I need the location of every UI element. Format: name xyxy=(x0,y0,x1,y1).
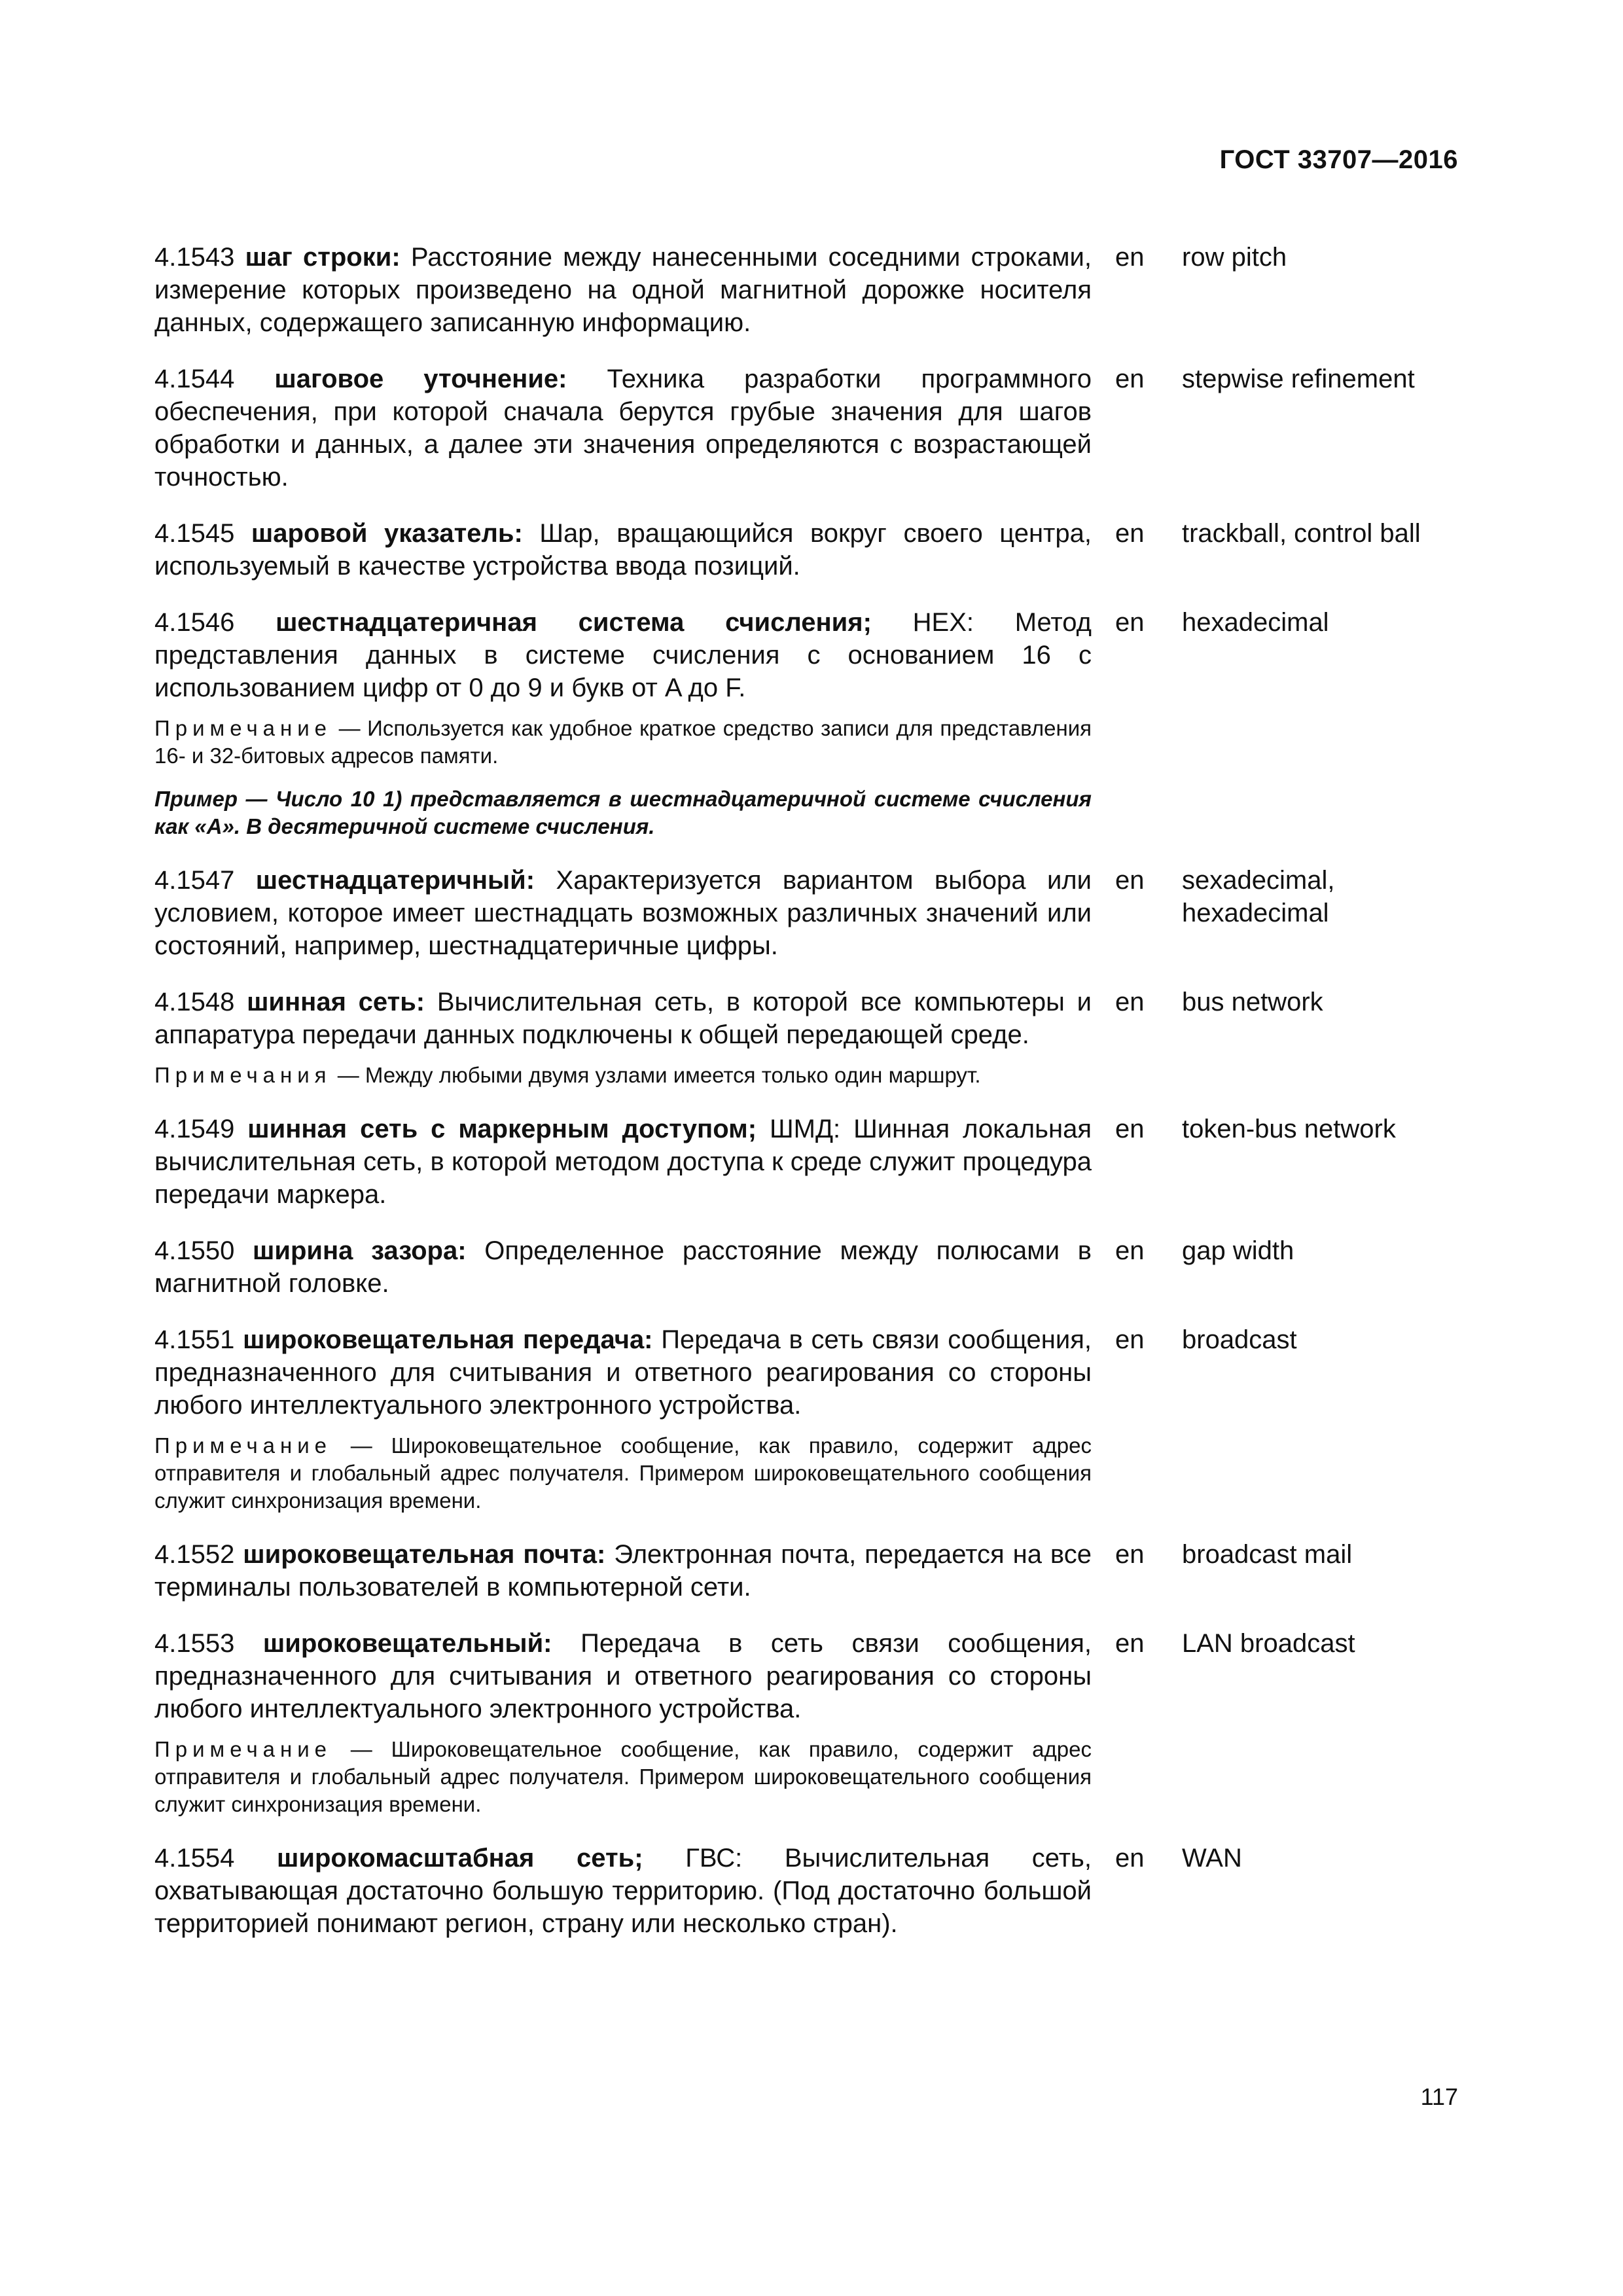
term-title: широковещательная почта: xyxy=(243,1540,606,1569)
term-entry xyxy=(154,606,1470,840)
term-definition: Определенное расстояние между полюсами в магнитной головке. xyxy=(154,1236,1092,1298)
term-number: 4.1548 xyxy=(154,988,235,1016)
language-code: en xyxy=(1115,1325,1145,1354)
term-body xyxy=(154,1323,1092,1515)
term-entry xyxy=(154,1627,1470,1818)
term-definition-paragraph xyxy=(154,517,1092,583)
english-equivalent: stepwise refinement xyxy=(1182,365,1415,393)
term-entry xyxy=(154,363,1470,493)
term-body xyxy=(154,1842,1092,1940)
term-definition: Передача в сеть связи сообщения, предназначенного для считывания и ответного реагирования со стороны любого интеллектуального электронного устройства. xyxy=(154,1325,1092,1420)
term-title: широковещательная передача: xyxy=(243,1325,653,1354)
term-definition: Передача в сеть связи сообщения, предназначенного для считывания и ответного реагирования со стороны любого интеллектуального электронного устройства. xyxy=(154,1629,1092,1723)
term-title: широкомасштабная сеть; xyxy=(277,1844,643,1873)
term-number: 4.1553 xyxy=(154,1629,235,1658)
english-equivalent: gap width xyxy=(1182,1236,1294,1265)
term-title: шестнадцатеричная система счисления; xyxy=(276,608,872,637)
term-entry xyxy=(154,864,1470,962)
term-body xyxy=(154,517,1092,583)
page-number: 117 xyxy=(1420,2083,1458,2110)
term-note xyxy=(154,715,1092,770)
term-definition-paragraph xyxy=(154,986,1092,1051)
term-definition-paragraph xyxy=(154,1323,1092,1422)
english-equivalent: broadcast xyxy=(1182,1325,1297,1354)
term-definition: Шар, вращающийся вокруг своего центра, используемый в качестве устройства ввода позиций. xyxy=(154,519,1092,581)
english-equivalent: token-bus network xyxy=(1182,1115,1396,1143)
term-definition-paragraph xyxy=(154,363,1092,493)
term-note xyxy=(154,1062,1092,1089)
term-body xyxy=(154,241,1092,339)
term-definition: Расстояние между нанесенными соседними строками, измерение которых произведено на одной магнитной дорожке носителя данных, содержащего записанную информацию. xyxy=(154,243,1092,337)
term-note xyxy=(154,1736,1092,1818)
term-number: 4.1551 xyxy=(154,1325,235,1354)
term-body xyxy=(154,1538,1092,1604)
term-example: Пример — Число 10 1) представляется в шестнадцатеричной системе счисления как «А». В десятеричной системе счисления. xyxy=(154,787,1092,838)
term-body xyxy=(154,1234,1092,1300)
english-equivalent: hexadecimal xyxy=(1182,608,1329,637)
term-body xyxy=(154,1113,1092,1211)
term-note xyxy=(154,1432,1092,1515)
term-definition-paragraph xyxy=(154,1538,1092,1604)
term-definition-paragraph xyxy=(154,1627,1092,1725)
term-entry xyxy=(154,1113,1470,1211)
language-code: en xyxy=(1115,608,1145,637)
term-entry xyxy=(154,1842,1470,1940)
term-number: 4.1545 xyxy=(154,519,235,548)
note-text: — Широковещательное сообщение, как правило, содержит адрес отправителя и глобальный адрес получателя. Примером широковещательного сообщения служит синхронизация времени. xyxy=(154,1433,1092,1513)
term-definition: Электронная почта, передается на все терминалы пользователей в компьютерной сети. xyxy=(154,1540,1092,1602)
english-equivalent: row pitch xyxy=(1182,243,1287,272)
language-code: en xyxy=(1115,988,1145,1016)
note-label: Примечание xyxy=(154,1433,332,1458)
english-equivalent: LAN broadcast xyxy=(1182,1629,1355,1658)
term-entry xyxy=(154,1323,1470,1515)
note-label: Примечания xyxy=(154,1063,332,1087)
term-body xyxy=(154,363,1092,493)
term-definition-paragraph xyxy=(154,864,1092,962)
term-definition-paragraph xyxy=(154,1842,1092,1940)
document-header: ГОСТ 33707—2016 xyxy=(1219,145,1458,174)
language-code: en xyxy=(1115,1115,1145,1143)
term-title: ширина зазора: xyxy=(253,1236,467,1265)
term-body xyxy=(154,986,1092,1089)
term-entry xyxy=(154,1538,1470,1604)
term-number: 4.1547 xyxy=(154,866,235,895)
english-equivalent: broadcast mail xyxy=(1182,1540,1353,1569)
english-equivalent: trackball, control ball xyxy=(1182,519,1421,548)
language-code: en xyxy=(1115,1236,1145,1265)
note-label: Примечание xyxy=(154,716,332,740)
term-number: 4.1554 xyxy=(154,1844,235,1873)
term-definition: ГВС: Вычислительная сеть, охватывающая достаточно большую территорию. (Под достаточно большой территорией понимают регион, страну или несколько стран). xyxy=(154,1844,1092,1938)
term-title: шаговое уточнение: xyxy=(274,365,567,393)
note-text: — Используется как удобное краткое средство записи для представления 16- и 32-битовых адресов памяти. xyxy=(154,716,1092,768)
term-number: 4.1546 xyxy=(154,608,235,637)
term-entry xyxy=(154,986,1470,1089)
term-title: шаг строки: xyxy=(245,243,401,272)
term-number: 4.1544 xyxy=(154,365,235,393)
language-code: en xyxy=(1115,365,1145,393)
note-label: Примечание xyxy=(154,1737,332,1761)
term-entry xyxy=(154,241,1470,339)
term-definition: Характеризуется вариантом выбора или условием, которое имеет шестнадцать возможных различных значений или состояний, например, шестнадцатеричные цифры. xyxy=(154,866,1092,960)
english-equivalent: WAN xyxy=(1182,1844,1242,1873)
term-definition-paragraph xyxy=(154,1113,1092,1211)
english-equivalent: bus network xyxy=(1182,988,1323,1016)
term-number: 4.1550 xyxy=(154,1236,235,1265)
term-title: шинная сеть: xyxy=(247,988,425,1016)
language-code: en xyxy=(1115,519,1145,548)
language-code: en xyxy=(1115,866,1145,895)
term-list xyxy=(154,241,1470,1964)
note-text: — Между любыми двумя узлами имеется только один маршрут. xyxy=(337,1063,981,1087)
term-title: шаровой указатель: xyxy=(251,519,523,548)
term-entry xyxy=(154,1234,1470,1300)
language-code: en xyxy=(1115,1844,1145,1873)
term-definition-paragraph xyxy=(154,241,1092,339)
language-code: en xyxy=(1115,243,1145,272)
english-equivalent: sexadecimal, hexadecimal xyxy=(1182,866,1335,927)
language-code: en xyxy=(1115,1629,1145,1658)
term-number: 4.1543 xyxy=(154,243,235,272)
term-definition: Техника разработки программного обеспечения, при которой сначала берутся грубые значения для шагов обработки и данных, а далее эти значения определяются с возрастающей точностью. xyxy=(154,365,1092,492)
term-title: шинная сеть с маркерным доступом; xyxy=(247,1115,757,1143)
note-text: — Широковещательное сообщение, как правило, содержит адрес отправителя и глобальный адрес получателя. Примером широковещательного сообщения служит синхронизация времени. xyxy=(154,1737,1092,1816)
term-body xyxy=(154,1627,1092,1818)
term-definition-paragraph xyxy=(154,606,1092,704)
term-definition-paragraph xyxy=(154,1234,1092,1300)
term-number: 4.1552 xyxy=(154,1540,235,1569)
term-definition: Вычислительная сеть, в которой все компьютеры и аппаратура передачи данных подключены к общей передающей среде. xyxy=(154,988,1092,1049)
term-body xyxy=(154,606,1092,840)
term-body xyxy=(154,864,1092,962)
term-title: широковещательный: xyxy=(262,1629,552,1658)
term-entry xyxy=(154,517,1470,583)
term-definition: HEX: Метод представления данных в системе счисления с основанием 16 с использованием цифр от 0 до 9 и букв от A до F. xyxy=(154,608,1092,702)
language-code: en xyxy=(1115,1540,1145,1569)
term-title: шестнадцатеричный: xyxy=(255,866,535,895)
term-definition: ШМД: Шинная локальная вычислительная сеть, в которой методом доступа к среде служит процедура передачи маркера. xyxy=(154,1115,1092,1209)
term-number: 4.1549 xyxy=(154,1115,235,1143)
